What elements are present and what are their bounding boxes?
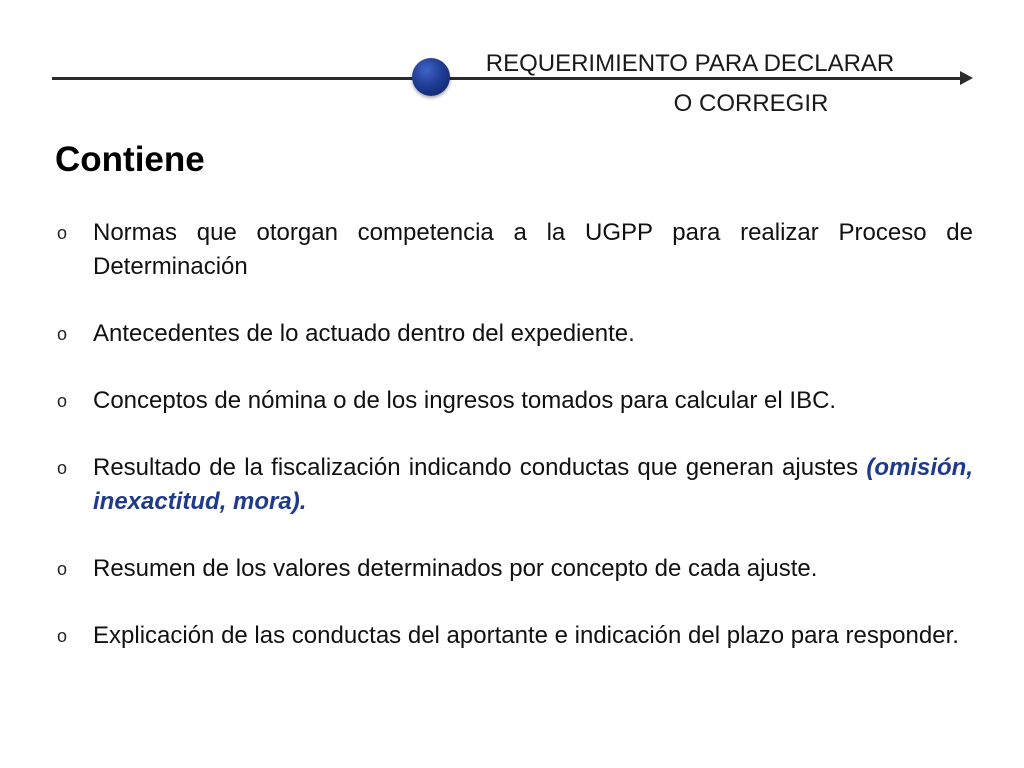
bullet-text: Resultado de la fiscalización indicando conductas que generan ajustes bbox=[93, 454, 867, 481]
bullet-circle-icon: o bbox=[57, 223, 68, 243]
bullet-item bbox=[55, 384, 973, 418]
page-heading: Contiene bbox=[55, 140, 205, 179]
bullet-text: Conceptos de nómina o de los ingresos tomados para calcular el IBC. bbox=[93, 387, 837, 414]
section-title-line1: REQUERIMIENTO PARA DECLARAR bbox=[485, 50, 895, 77]
bullet-circle-icon: o bbox=[57, 391, 68, 411]
bullet-item bbox=[55, 451, 973, 519]
bullet-item bbox=[55, 317, 973, 351]
bullet-circle-icon: o bbox=[57, 626, 68, 646]
bullet-item bbox=[55, 216, 973, 284]
bullet-circle-icon: o bbox=[57, 559, 68, 579]
bullet-text: Resumen de los valores determinados por concepto de cada ajuste. bbox=[93, 555, 818, 582]
content-bullet-list bbox=[55, 216, 973, 686]
bullet-circle-icon: o bbox=[57, 324, 68, 344]
bullet-item bbox=[55, 552, 973, 586]
timeline-marker-dot bbox=[412, 58, 450, 96]
bullet-text: Antecedentes de lo actuado dentro del expediente. bbox=[93, 320, 635, 347]
bullet-text: Explicación de las conductas del aportante e indicación del plazo para responder. bbox=[93, 622, 959, 649]
section-title-line2: O CORREGIR bbox=[673, 90, 829, 117]
bullet-text: Normas que otorgan competencia a la UGPP para realizar Proceso de Determinación bbox=[93, 219, 973, 280]
section-title bbox=[450, 44, 930, 124]
bullet-emphasis-text: (omisión, inexactitud, mora). bbox=[93, 454, 973, 515]
bullet-item bbox=[55, 619, 973, 653]
bullet-circle-icon: o bbox=[57, 458, 68, 478]
timeline-arrow-icon bbox=[960, 71, 973, 85]
